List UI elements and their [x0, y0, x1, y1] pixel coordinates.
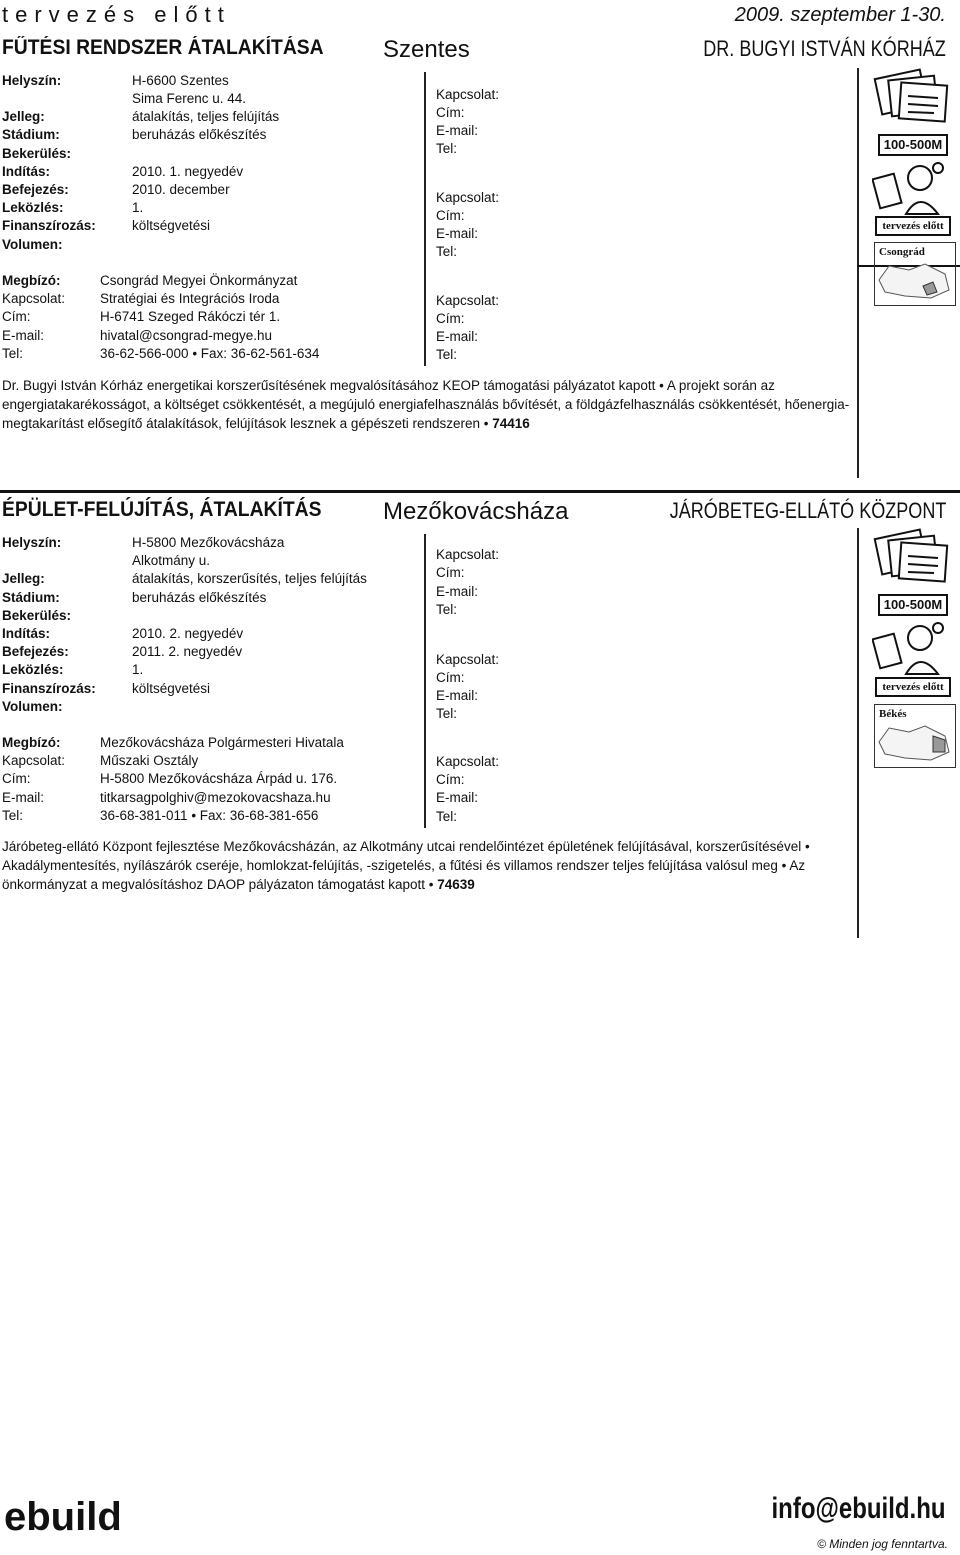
label-finanszirozas: Finanszírozás: — [2, 218, 96, 233]
contact-kapcsolat-label: Kapcsolat: — [436, 547, 500, 562]
section-header: tervezés előtt — [2, 2, 231, 27]
value-finanszirozas: költségvetési — [132, 681, 211, 696]
label-kapcsolat: Kapcsolat: — [2, 291, 66, 306]
contact-kapcsolat-label: Kapcsolat: — [436, 652, 500, 667]
section-separator — [0, 490, 960, 493]
label-volumen: Volumen: — [2, 699, 63, 714]
contact-email-label: E-mail: — [436, 329, 479, 344]
ebuild-logo — [4, 1488, 134, 1538]
contact-kapcsolat-label: Kapcsolat: — [436, 87, 500, 102]
value-email[interactable]: titkarsagpolghiv@mezokovacshaza.hu — [100, 790, 331, 805]
label-megbizo: Megbízó: — [2, 735, 61, 750]
value-helyszin: H-5800 Mezőkovácsháza — [132, 535, 285, 550]
planning-figure-icon — [872, 160, 952, 216]
label-bekerules: Bekerülés: — [2, 608, 72, 623]
logo-text: ebuild — [4, 1495, 122, 1538]
project-id: 74416 — [492, 416, 530, 431]
budget-range-badge: 100-500M — [878, 134, 948, 156]
value-lekozles: 1. — [132, 662, 144, 677]
contact-tel-label: Tel: — [436, 244, 458, 259]
contact-cim-label: Cím: — [436, 565, 465, 580]
label-jelleg: Jelleg: — [2, 109, 45, 124]
value-helyszin: H-6600 Szentes — [132, 73, 229, 88]
value-befejezes: 2010. december — [132, 182, 230, 197]
value-tel: 36-68-381-011 • Fax: 36-68-381-656 — [100, 808, 319, 823]
map-icon — [875, 260, 953, 300]
stage-badge: tervezés előtt — [875, 216, 951, 236]
label-lekozles: Leközlés: — [2, 662, 64, 677]
copyright: © Minden jog fenntartva. — [817, 1537, 948, 1551]
label-finanszirozas: Finanszírozás: — [2, 681, 96, 696]
budget-range-badge: 100-500M — [878, 594, 948, 616]
contact-email-label: E-mail: — [436, 226, 479, 241]
label-email: E-mail: — [2, 328, 45, 343]
project-description — [2, 376, 850, 433]
contact-cim-label: Cím: — [436, 670, 465, 685]
label-volumen: Volumen: — [2, 237, 63, 252]
value-kapcsolat: Műszaki Osztály — [100, 753, 199, 768]
region-name: Csongrád — [879, 246, 925, 258]
contact-kapcsolat-label: Kapcsolat: — [436, 754, 500, 769]
contact-tel-label: Tel: — [436, 809, 458, 824]
project-name: DR. BUGYI ISTVÁN KÓRHÁZ — [703, 36, 946, 61]
value-stadium: beruházás előkészítés — [132, 590, 267, 605]
contact-email-label: E-mail: — [436, 688, 479, 703]
newspaper-icon — [868, 528, 952, 590]
value-cim: H-6741 Szeged Rákóczi tér 1. — [100, 309, 281, 324]
label-inditas: Indítás: — [2, 626, 51, 641]
contact-email-label: E-mail: — [436, 790, 479, 805]
contact-email-label: E-mail: — [436, 584, 479, 599]
label-inditas: Indítás: — [2, 164, 51, 179]
value-megbizo: Mezőkovácsháza Polgármesteri Hivatala — [100, 735, 344, 750]
label-lekozles: Leközlés: — [2, 200, 64, 215]
value-stadium: beruházás előkészítés — [132, 127, 267, 142]
contact-tel-label: Tel: — [436, 706, 458, 721]
value-tel: 36-62-566-000 • Fax: 36-62-561-634 — [100, 346, 320, 361]
label-kapcsolat: Kapcsolat: — [2, 753, 66, 768]
side-divider — [857, 528, 859, 938]
description-text: Dr. Bugyi István Kórház energetikai korszerűsítésének megvalósításához KEOP támogatási pályázatot kapott • A projekt során az engergiatakarékosságot, a költséget csökkentését, a megújuló energiafelhasználás bővítését, a földgázfelhasználás csökkentését, hőenergia-megtakarítást elősegítő átalakítások, felújítások lesznek a gépészeti rendszeren • — [2, 378, 850, 431]
value-inditas: 2010. 2. negyedév — [132, 626, 244, 641]
value-email[interactable]: hivatal@csongrad-megye.hu — [100, 328, 273, 343]
contact-tel-label: Tel: — [436, 602, 458, 617]
issue-date: 2009. szeptember 1-30. — [734, 4, 946, 26]
label-befejezes: Befejezés: — [2, 644, 69, 659]
project-title: FŰTÉSI RENDSZER ÁTALAKÍTÁSA — [2, 36, 324, 59]
contact-cim-label: Cím: — [436, 311, 465, 326]
contact-tel-label: Tel: — [436, 141, 458, 156]
label-helyszin: Helyszín: — [2, 73, 62, 88]
project-title: ÉPÜLET-FELÚJÍTÁS, ÁTALAKÍTÁS — [2, 498, 322, 521]
value-inditas: 2010. 1. negyedév — [132, 164, 244, 179]
contact-email-label: E-mail: — [436, 123, 479, 138]
column-divider — [424, 72, 426, 366]
value-cim: H-5800 Mezőkovácsháza Árpád u. 176. — [100, 771, 338, 786]
label-stadium: Stádium: — [2, 127, 60, 142]
label-jelleg: Jelleg: — [2, 571, 45, 586]
newspaper-icon — [868, 68, 952, 130]
value-finanszirozas: költségvetési — [132, 218, 211, 233]
contact-kapcsolat-label: Kapcsolat: — [436, 190, 500, 205]
label-bekerules: Bekerülés: — [2, 146, 72, 161]
region-name: Békés — [879, 708, 907, 720]
value-kapcsolat: Stratégiai és Integrációs Iroda — [100, 291, 280, 306]
project-city: Szentes — [383, 36, 470, 63]
label-befejezes: Befejezés: — [2, 182, 69, 197]
value-helyszin-street: Sima Ferenc u. 44. — [132, 91, 247, 106]
contact-cim-label: Cím: — [436, 105, 465, 120]
label-stadium: Stádium: — [2, 590, 60, 605]
planning-figure-icon — [872, 620, 952, 676]
description-text: Járóbeteg-ellátó Központ fejlesztése Mezőkovácsházán, az Alkotmány utcai rendelőintézet épületének felújításával, korszerűsítésével • Akadálymentesítés, nyílászárók cseréje, homlokzat-felújítás, -szigetelés, a fűtési és villamos rendszer teljes felújítása valósul meg • Az önkormányzat a megvalósításhoz DAOP pályázaton támogatást kapott • — [2, 839, 810, 892]
value-befejezes: 2011. 2. negyedév — [132, 644, 243, 659]
column-divider — [424, 534, 426, 828]
project-city: Mezőkovácsháza — [383, 498, 569, 525]
label-email: E-mail: — [2, 790, 45, 805]
stage-badge: tervezés előtt — [875, 677, 951, 697]
project-name: JÁRÓBETEG-ELLÁTÓ KÖZPONT — [669, 498, 946, 523]
project-id: 74639 — [437, 877, 475, 892]
value-megbizo: Csongrád Megyei Önkormányzat — [100, 273, 298, 288]
label-cim: Cím: — [2, 309, 31, 324]
map-icon — [875, 722, 953, 762]
label-cim: Cím: — [2, 771, 31, 786]
label-tel: Tel: — [2, 808, 24, 823]
project-description — [2, 837, 850, 894]
label-megbizo: Megbízó: — [2, 273, 61, 288]
contact-tel-label: Tel: — [436, 347, 458, 362]
value-lekozles: 1. — [132, 200, 144, 215]
side-divider — [857, 68, 859, 478]
label-tel: Tel: — [2, 346, 24, 361]
value-helyszin-street: Alkotmány u. — [132, 553, 211, 568]
footer-email[interactable]: info@ebuild.hu — [771, 1492, 946, 1525]
value-jelleg: átalakítás, teljes felújítás — [132, 109, 280, 124]
value-jelleg: átalakítás, korszerűsítés, teljes felújítás — [132, 571, 367, 586]
contact-cim-label: Cím: — [436, 772, 465, 787]
label-helyszin: Helyszín: — [2, 535, 62, 550]
region-map — [874, 242, 956, 306]
contact-cim-label: Cím: — [436, 208, 465, 223]
region-map — [874, 704, 956, 768]
contact-kapcsolat-label: Kapcsolat: — [436, 293, 500, 308]
